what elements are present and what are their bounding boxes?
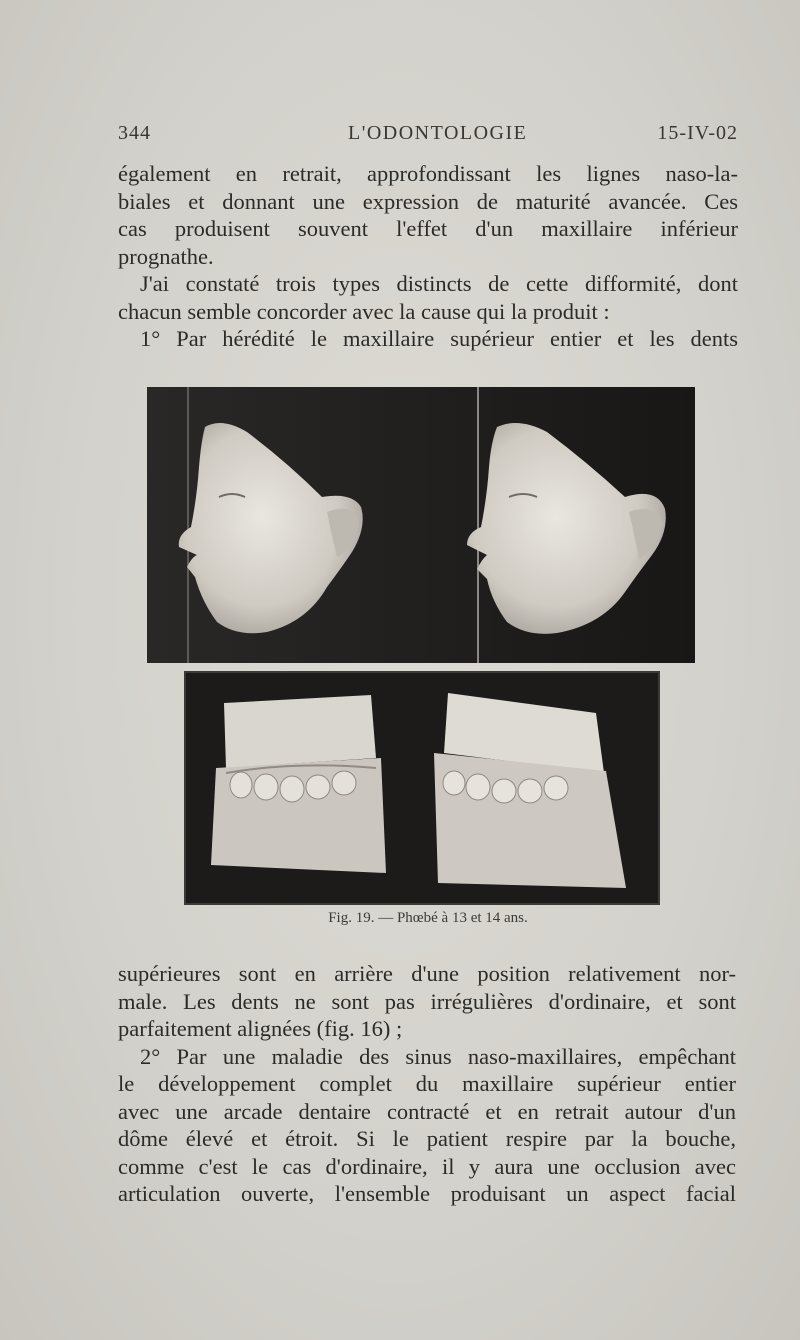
issue-date: 15-IV-02 [657,122,738,144]
text-line: dôme élevé et étroit. Si le patient respire par la bouche, [118,1126,736,1151]
text-line: articulation ouverte, l'ensemble produisant un aspect facial [118,1181,736,1206]
dental-casts-photo [184,671,660,905]
page-number: 344 [118,122,151,144]
text-line: male. Les dents ne sont pas irrégulières d'ordinaire, et sont [118,988,736,1014]
text-line: parfaitement alignées (fig. 16) ; [118,1016,403,1041]
face-profiles-photo [147,387,695,663]
dental-casts-illustration [186,673,658,903]
journal-title: L'ODONTOLOGIE [348,122,528,144]
text-line: 2° Par une maladie des sinus naso-maxillaires, empêchant [140,1043,736,1069]
text-line: cas produisent souvent l'effet d'un maxillaire inférieur [118,216,738,241]
text-line: comme c'est le cas d'ordinaire, il y aura une occlusion avec [118,1153,736,1179]
text-line: 1° Par hérédité le maxillaire supérieur entier et les dents [140,326,738,351]
text-line: le développement complet du maxillaire supérieur entier [118,1071,736,1096]
text-line: biales et donnant une expression de maturité avancée. Ces [118,188,738,214]
text-line: également en retrait, approfondissant les lignes naso-la- [118,161,738,186]
face-profiles-illustration [147,387,695,663]
running-header [118,122,738,152]
paragraph-bottom [118,960,736,1208]
text-line: prognathe. [118,243,214,269]
text-line: J'ai constaté trois types distincts de cette difformité, dont [140,271,738,296]
paragraph-top [118,160,738,353]
left-dental-cast [211,695,386,873]
figure-caption: Fig. 19. — Phœbé à 13 et 14 ans. [328,910,528,926]
text-line: chacun semble concorder avec la cause qui la produit : [118,298,610,324]
text-line: supérieures sont en arrière d'une position relativement nor- [118,961,736,986]
right-dental-cast [434,693,626,888]
text-line: avec une arcade dentaire contracté et en retrait autour d'un [118,1098,736,1124]
